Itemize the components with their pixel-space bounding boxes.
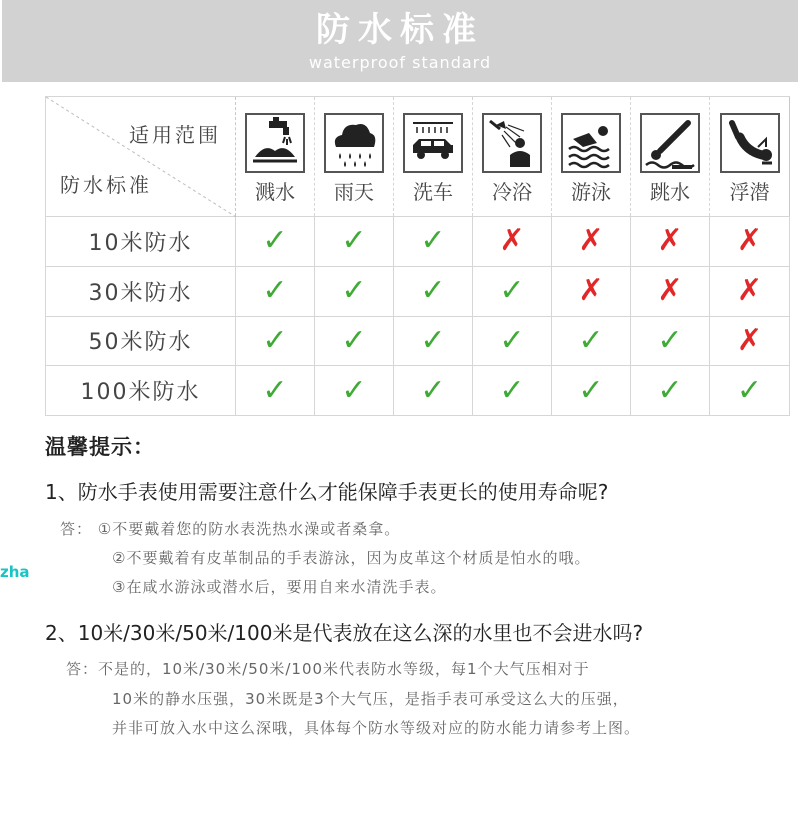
cross-icon: ✗ xyxy=(657,273,683,309)
car-wash-icon xyxy=(403,113,463,173)
cross-icon: ✗ xyxy=(499,223,525,259)
check-icon: ✓ xyxy=(420,372,446,408)
activity-label: 洗车 xyxy=(413,179,453,204)
cross-icon: ✗ xyxy=(578,223,604,259)
cross-icon: ✗ xyxy=(736,322,763,358)
table-row xyxy=(46,366,790,416)
mark-cell xyxy=(236,266,315,316)
activity-label: 游泳 xyxy=(571,179,611,204)
check-icon: ✓ xyxy=(736,372,763,408)
diver-jump-icon xyxy=(640,113,700,173)
mark-cell xyxy=(315,366,394,416)
mark-cell xyxy=(710,217,790,267)
check-icon: ✓ xyxy=(341,372,367,408)
activity-header xyxy=(315,97,394,217)
mark-cell xyxy=(315,316,394,366)
check-icon: ✓ xyxy=(578,372,604,408)
mark-cell xyxy=(473,366,552,416)
check-icon: ✓ xyxy=(420,223,446,259)
mark-cell xyxy=(552,366,631,416)
check-icon: ✓ xyxy=(578,322,604,358)
rating-label: 100米防水 xyxy=(46,366,236,416)
corner-scope-label: 适用范围 xyxy=(129,123,221,147)
answer-2-line-2: 10米的静水压强，30米既是3个大气压，是指手表可承受这么大的压强， xyxy=(112,690,629,708)
answer-1-line-3: ③在咸水游泳或潜水后，要用自来水清洗手表。 xyxy=(112,578,447,596)
check-icon: ✓ xyxy=(420,322,446,358)
cross-icon: ✗ xyxy=(736,223,763,259)
activity-header xyxy=(394,97,473,217)
snorkel-diver-icon xyxy=(720,113,780,173)
rain-cloud-icon xyxy=(324,113,384,173)
mark-cell xyxy=(236,316,315,366)
activity-header xyxy=(552,97,631,217)
activity-label: 冷浴 xyxy=(492,179,532,204)
check-icon: ✓ xyxy=(341,223,367,259)
mark-cell xyxy=(315,266,394,316)
rating-label: 50米防水 xyxy=(46,316,236,366)
shower-icon xyxy=(482,113,542,173)
mark-cell xyxy=(236,366,315,416)
mark-cell xyxy=(710,366,790,416)
mark-cell xyxy=(236,217,315,267)
mark-cell xyxy=(315,217,394,267)
mark-cell xyxy=(473,217,552,267)
mark-cell xyxy=(552,266,631,316)
table-corner-cell xyxy=(46,97,236,217)
mark-cell xyxy=(710,266,790,316)
mark-cell xyxy=(631,366,710,416)
activity-label: 溅水 xyxy=(255,179,295,204)
mark-cell xyxy=(631,266,710,316)
cross-icon: ✗ xyxy=(578,273,604,309)
question-1: 1、防水手表使用需要注意什么才能保障手表更长的使用寿命呢? xyxy=(45,480,609,504)
check-icon: ✓ xyxy=(262,372,288,408)
mark-cell xyxy=(631,217,710,267)
cross-icon: ✗ xyxy=(736,273,763,309)
activity-header xyxy=(710,97,790,217)
activity-header xyxy=(631,97,710,217)
check-icon: ✓ xyxy=(262,223,288,259)
activity-label: 跳水 xyxy=(650,179,690,204)
mark-cell xyxy=(394,217,473,267)
table-row xyxy=(46,316,790,366)
tips-title: 温馨提示： xyxy=(45,435,155,459)
mark-cell xyxy=(631,316,710,366)
mark-cell xyxy=(473,266,552,316)
diagonal-divider xyxy=(46,97,236,217)
question-2: 2、10米/30米/50米/100米是代表放在这么深的水里也不会进水吗? xyxy=(45,621,644,645)
answer-2-line-1: 答：不是的，10米/30米/50米/100米代表防水等级，每1个大气压相对于 xyxy=(66,660,590,678)
banner-subtitle: waterproof standard xyxy=(308,53,492,72)
check-icon: ✓ xyxy=(341,322,367,358)
rating-label: 30米防水 xyxy=(46,266,236,316)
check-icon: ✓ xyxy=(657,322,683,358)
check-icon: ✓ xyxy=(262,273,288,309)
check-icon: ✓ xyxy=(499,273,525,309)
cross-icon: ✗ xyxy=(657,223,683,259)
check-icon: ✓ xyxy=(499,372,525,408)
faucet-hands-icon xyxy=(245,113,305,173)
activity-header xyxy=(236,97,315,217)
swimmer-icon xyxy=(561,113,621,173)
banner-title: 防水标准 xyxy=(316,10,484,50)
check-icon: ✓ xyxy=(657,372,683,408)
activity-label: 雨天 xyxy=(334,179,374,204)
answer-2-line-3: 并非可放入水中这么深哦，具体每个防水等级对应的防水能力请参考上图。 xyxy=(112,719,641,737)
mark-cell xyxy=(710,316,790,366)
mark-cell xyxy=(394,266,473,316)
watermark: zha xyxy=(0,563,30,581)
waterproof-table xyxy=(45,96,789,416)
table-header-row xyxy=(46,97,790,217)
mark-cell xyxy=(552,316,631,366)
table-row xyxy=(46,217,790,267)
check-icon: ✓ xyxy=(499,322,525,358)
mark-cell xyxy=(394,316,473,366)
mark-cell xyxy=(552,217,631,267)
check-icon: ✓ xyxy=(420,273,446,309)
activity-header xyxy=(473,97,552,217)
rating-label: 10米防水 xyxy=(46,217,236,267)
mark-cell xyxy=(473,316,552,366)
check-icon: ✓ xyxy=(262,322,288,358)
table-row xyxy=(46,266,790,316)
header-banner xyxy=(2,0,798,82)
mark-cell xyxy=(394,366,473,416)
corner-standard-label: 防水标准 xyxy=(60,173,152,197)
check-icon: ✓ xyxy=(341,273,367,309)
activity-label: 浮潜 xyxy=(729,179,770,204)
answer-1-line-2: ②不要戴着有皮革制品的手表游泳，因为皮革这个材质是怕水的哦。 xyxy=(112,549,591,567)
answer-1-line-1: 答： ①不要戴着您的防水表洗热水澡或者桑拿。 xyxy=(60,520,401,538)
